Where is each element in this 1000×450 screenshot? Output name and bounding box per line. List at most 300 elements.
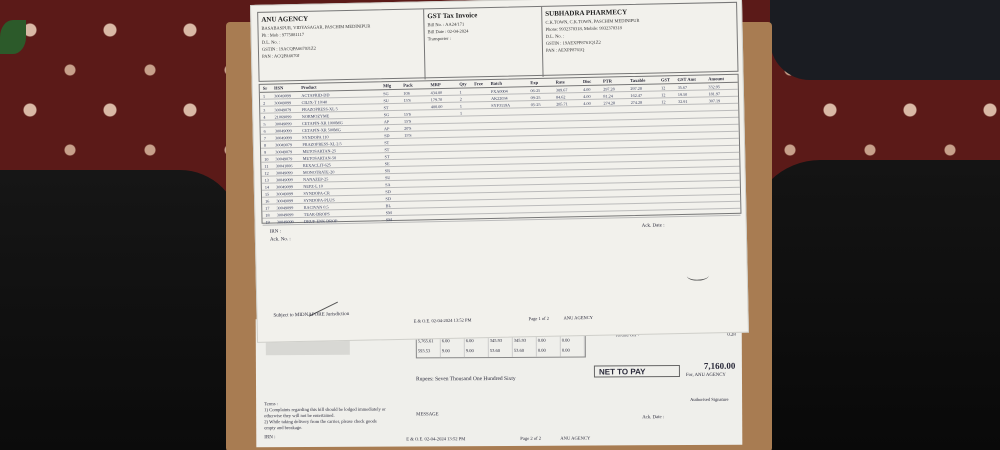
customer-block bbox=[542, 3, 739, 77]
invoice-meta-block bbox=[424, 7, 543, 79]
table-cell bbox=[601, 130, 628, 131]
table-cell bbox=[553, 110, 580, 111]
table-cell bbox=[629, 157, 660, 158]
net-to-pay-value: 7,160.00 bbox=[703, 360, 736, 371]
table-cell: 06-25 bbox=[530, 87, 541, 93]
table-cell: RACIVAN 0.5 bbox=[303, 203, 329, 210]
table-cell bbox=[489, 153, 529, 154]
table-cell: 12 bbox=[661, 91, 666, 97]
table-cell bbox=[708, 198, 740, 199]
table-cell bbox=[528, 111, 553, 112]
table-cell: SU bbox=[384, 174, 391, 180]
table-cell: 9 bbox=[264, 149, 267, 155]
dark-fabric-right bbox=[750, 160, 1000, 450]
table-cell bbox=[706, 135, 738, 136]
table-cell: SD bbox=[385, 195, 391, 201]
supplier-pan: PAN : ACQPA6670J bbox=[262, 52, 300, 59]
table-cell bbox=[676, 170, 707, 171]
table-cell bbox=[554, 166, 581, 167]
bill-no-label: Bill No. : bbox=[427, 21, 445, 28]
table-cell bbox=[528, 118, 553, 119]
table-cell bbox=[402, 183, 429, 184]
table-cell bbox=[402, 176, 429, 177]
tax-cell: 0.00 bbox=[561, 337, 585, 347]
table-cell: 20'S bbox=[404, 125, 412, 131]
table-cell bbox=[401, 141, 428, 142]
table-cell bbox=[708, 212, 740, 213]
table-cell: 30049079 bbox=[275, 148, 293, 155]
table-cell bbox=[707, 177, 739, 178]
table-cell: CILIX-T 10/40 bbox=[301, 98, 328, 105]
table-cell bbox=[708, 205, 740, 206]
table-cell bbox=[553, 117, 580, 118]
table-cell bbox=[403, 204, 430, 205]
table-cell bbox=[630, 213, 661, 214]
table-cell: 12 bbox=[661, 84, 666, 90]
table-cell: 30049099 bbox=[274, 99, 292, 106]
table-cell bbox=[530, 216, 555, 217]
table-cell: 30049099 bbox=[275, 176, 293, 182]
table-cell: AP bbox=[383, 125, 390, 131]
table-cell bbox=[428, 127, 457, 128]
table-cell bbox=[603, 214, 630, 215]
table-cell bbox=[602, 193, 629, 194]
table-cell bbox=[601, 144, 628, 145]
tax-cell: 0.00 bbox=[561, 347, 585, 357]
footer-agency: ANU AGENCY bbox=[563, 314, 594, 321]
column-header: Taxable bbox=[630, 77, 646, 84]
table-cell: 297.28 bbox=[630, 85, 642, 91]
table-cell: 30049099 bbox=[276, 183, 293, 189]
table-cell bbox=[490, 202, 530, 203]
tax-cell: 6.00 bbox=[441, 337, 465, 347]
table-cell bbox=[708, 191, 740, 192]
table-cell: SR bbox=[384, 167, 391, 173]
table-cell: PRAZOPRESS-XL 5 bbox=[301, 105, 338, 112]
page-number: Page 2 of 2 bbox=[520, 435, 542, 441]
table-cell: 15'S bbox=[403, 97, 411, 103]
table-cell: 297.28 bbox=[603, 85, 615, 92]
table-cell bbox=[629, 185, 660, 186]
table-cell bbox=[554, 145, 581, 146]
table-cell: 309.67 bbox=[555, 86, 568, 93]
table-cell: SU bbox=[383, 97, 389, 103]
table-cell: 285.71 bbox=[556, 100, 568, 107]
table-cell bbox=[429, 169, 458, 170]
table-cell bbox=[603, 200, 630, 201]
table-cell bbox=[429, 183, 458, 184]
table-cell: 13 bbox=[264, 177, 269, 183]
table-cell bbox=[707, 170, 739, 171]
terms bbox=[264, 400, 414, 431]
handwritten-initials bbox=[687, 270, 709, 280]
table-cell bbox=[630, 192, 661, 193]
table-cell bbox=[428, 120, 457, 121]
table-cell: 30049099 bbox=[276, 218, 294, 224]
table-cell bbox=[490, 188, 530, 189]
table-cell bbox=[603, 207, 630, 208]
table-cell bbox=[601, 137, 628, 138]
table-cell: 15'S bbox=[404, 132, 412, 138]
table-cell bbox=[430, 190, 459, 191]
table-cell: 30049079 bbox=[275, 155, 293, 161]
table-cell: 12 bbox=[661, 98, 666, 104]
table-cell: 181.97 bbox=[708, 90, 721, 96]
table-cell bbox=[489, 139, 529, 140]
column-header: Pack bbox=[403, 82, 413, 88]
table-cell bbox=[490, 195, 530, 196]
table-cell bbox=[676, 128, 707, 129]
cost-value: 0.28 bbox=[727, 332, 736, 338]
table-cell bbox=[528, 125, 553, 126]
table-cell bbox=[554, 138, 581, 139]
net-to-pay-label: NET TO PAY bbox=[594, 365, 680, 377]
table-cell bbox=[630, 206, 661, 207]
table-cell: SYNDOPA-CR bbox=[303, 189, 330, 196]
table-cell: 30041006 bbox=[275, 162, 293, 168]
tax-cell: 0.00 bbox=[537, 347, 561, 357]
table-cell: 8 bbox=[263, 142, 267, 148]
table-cell bbox=[677, 198, 708, 199]
table-cell bbox=[430, 204, 459, 205]
column-header: GST bbox=[660, 77, 670, 83]
dark-fabric-left bbox=[0, 170, 240, 450]
message-label: MESSAGE bbox=[416, 412, 439, 418]
table-cell bbox=[490, 181, 530, 182]
plant-leaf bbox=[0, 20, 26, 54]
table-cell: 19 bbox=[265, 219, 270, 225]
table-cell bbox=[430, 197, 459, 198]
table-cell: ST bbox=[384, 146, 390, 152]
table-cell: SM bbox=[385, 216, 393, 222]
table-cell: 12 bbox=[264, 170, 269, 176]
table-cell bbox=[530, 195, 555, 196]
table-cell: 30049099 bbox=[274, 127, 292, 134]
table-cell bbox=[677, 205, 708, 206]
terms-line: empty and breakage. bbox=[264, 425, 303, 431]
table-cell: 11 bbox=[264, 163, 269, 169]
irn: IRN : bbox=[264, 435, 276, 441]
table-cell: 1 bbox=[459, 103, 462, 109]
table-cell: REXACLIT-625 bbox=[302, 161, 331, 168]
page-number: Page 1 of 2 bbox=[528, 315, 550, 322]
table-cell bbox=[529, 174, 554, 175]
table-cell: SYP3119A bbox=[491, 102, 511, 108]
table-cell bbox=[706, 121, 738, 122]
table-cell bbox=[402, 148, 429, 149]
column-header: Mfg bbox=[383, 83, 392, 89]
customer-pan: PAN : AEXPP8761Q bbox=[545, 47, 585, 53]
items-table-body bbox=[260, 83, 741, 229]
tax-cell: 345.93 bbox=[513, 337, 537, 347]
table-cell: 30049099 bbox=[274, 120, 292, 127]
table-cell bbox=[628, 108, 659, 109]
table-cell: 15 bbox=[264, 191, 270, 197]
table-cell bbox=[675, 114, 706, 115]
table-cell: 18 bbox=[265, 212, 270, 218]
ack-no: Ack. No. : bbox=[269, 237, 291, 243]
table-cell: PRAZOPRESS-XL 2.5 bbox=[302, 140, 342, 147]
table-cell bbox=[707, 156, 739, 157]
column-header: Qty bbox=[459, 81, 467, 87]
table-cell: SG bbox=[383, 111, 390, 117]
table-cell: BL bbox=[385, 202, 392, 208]
table-cell bbox=[402, 162, 429, 163]
customer-gstin: GSTIN : 19AEXPP8761Q1Z2 bbox=[545, 39, 601, 46]
table-cell bbox=[677, 212, 708, 213]
table-cell bbox=[706, 114, 738, 115]
table-cell: TEAR-DROPS bbox=[303, 210, 330, 217]
table-cell bbox=[629, 164, 660, 165]
table-cell bbox=[529, 167, 554, 168]
supplier-phone: Ph : Mob : 9775881117 bbox=[261, 31, 305, 38]
table-cell bbox=[555, 208, 582, 209]
irn: IRN : bbox=[269, 229, 282, 235]
table-cell: SD bbox=[385, 188, 391, 194]
table-cell bbox=[529, 146, 554, 147]
table-cell bbox=[628, 122, 659, 123]
table-cell: NEPZ-L 10 bbox=[303, 183, 323, 189]
table-cell: 4.00 bbox=[583, 93, 591, 99]
table-cell bbox=[489, 146, 529, 147]
ack-date: Ack. Date : bbox=[641, 223, 665, 229]
table-cell: NANAZEP-25 bbox=[303, 175, 329, 182]
table-cell: 6 bbox=[263, 128, 266, 134]
table-cell bbox=[601, 123, 628, 124]
table-cell: 35.67 bbox=[677, 84, 688, 90]
table-cell: 7 bbox=[263, 135, 266, 141]
table-cell bbox=[429, 148, 458, 149]
column-header: Rate bbox=[555, 79, 565, 85]
customer-name: SUBHADRA PHARMECY bbox=[545, 8, 628, 18]
table-cell bbox=[489, 125, 529, 126]
bill-date-label: Bill Date : bbox=[427, 28, 447, 35]
column-header: Amount bbox=[708, 76, 725, 82]
table-cell: SE bbox=[384, 160, 390, 166]
invoice-footer bbox=[262, 216, 744, 339]
table-cell: ST bbox=[384, 153, 390, 159]
table-cell bbox=[706, 107, 738, 108]
table-cell: 32.91 bbox=[677, 98, 688, 104]
supplier-address: BASABASPUR, VIDYASAGAR, PASCHIM MEDINIPUR bbox=[261, 23, 371, 31]
table-cell bbox=[676, 135, 707, 136]
table-cell bbox=[429, 141, 458, 142]
table-cell bbox=[402, 190, 429, 191]
table-cell bbox=[429, 176, 458, 177]
table-cell bbox=[601, 116, 628, 117]
table-cell: AP bbox=[383, 118, 390, 124]
terms-line: 2) While taking delivery from the carrier, please check goods bbox=[264, 418, 377, 425]
table-cell: 1 bbox=[262, 93, 266, 99]
table-cell: 400.00 bbox=[430, 103, 443, 109]
table-cell: ST bbox=[383, 104, 389, 110]
tax-cell: 345.93 bbox=[489, 337, 513, 347]
table-cell: PXA0004 bbox=[490, 88, 508, 94]
terms-line: 1) Complaints regarding this bill should be lodged immediately or bbox=[264, 406, 386, 413]
table-cell bbox=[676, 156, 707, 157]
table-cell bbox=[554, 124, 581, 125]
invoice-page-1 bbox=[250, 0, 749, 343]
table-cell bbox=[528, 139, 553, 140]
column-header: HSN bbox=[273, 85, 284, 91]
table-cell bbox=[430, 218, 459, 219]
table-cell: 30049099 bbox=[276, 211, 294, 217]
table-cell bbox=[602, 165, 629, 166]
table-cell bbox=[403, 197, 430, 198]
table-cell bbox=[555, 201, 582, 202]
table-cell: CETAPIN-XR 500MG bbox=[302, 126, 341, 133]
jurisdiction: Subject to MIDNAPORE Jurisdiction bbox=[273, 311, 350, 319]
table-cell bbox=[629, 171, 660, 172]
table-cell bbox=[428, 134, 457, 135]
table-cell: 30049079 bbox=[274, 106, 292, 113]
table-cell bbox=[602, 186, 629, 187]
table-cell: SM bbox=[385, 209, 392, 215]
table-cell: 2 bbox=[459, 96, 462, 102]
bill-no-value: AA24/171 bbox=[445, 21, 465, 27]
table-cell: 16 bbox=[265, 198, 270, 204]
supplier-dl: D.L. No. : bbox=[261, 39, 281, 45]
table-cell bbox=[554, 152, 581, 153]
table-cell: 30049099 bbox=[275, 169, 293, 175]
table-cell: SG bbox=[383, 90, 389, 96]
table-cell bbox=[628, 136, 659, 137]
table-cell: 05-25 bbox=[530, 101, 541, 107]
table-cell bbox=[529, 153, 554, 154]
table-cell: 30049099 bbox=[276, 204, 294, 210]
column-header: Free bbox=[474, 81, 483, 87]
transporter-label: Transporter : bbox=[427, 35, 452, 42]
table-cell bbox=[528, 132, 553, 133]
table-cell: SYNDOPA 110 bbox=[302, 133, 329, 140]
ack-date: Ack. Date : bbox=[642, 415, 665, 421]
table-cell: ACTAPRID-DD bbox=[301, 91, 330, 98]
table-cell bbox=[489, 132, 529, 133]
table-cell bbox=[428, 113, 457, 114]
table-cell: 1 bbox=[459, 89, 462, 95]
table-cell: 17 bbox=[265, 205, 270, 211]
authorised-signature: Authorised Signature bbox=[690, 396, 729, 402]
tax-cell: 6.00 bbox=[465, 337, 489, 347]
table-cell: 30049099 bbox=[275, 134, 292, 141]
column-header: MRP bbox=[430, 82, 441, 88]
customer-phone: Phone: 9932378318, Mobile: 9932378318 bbox=[545, 25, 622, 32]
table-cell bbox=[403, 211, 430, 212]
table-cell bbox=[402, 155, 429, 156]
table-cell: METOSARTAN-25 bbox=[302, 147, 337, 154]
table-cell bbox=[677, 177, 708, 178]
table-cell bbox=[555, 187, 582, 188]
tax-cell: 9.00 bbox=[465, 347, 489, 357]
supplier-gstin: GSTIN : 19ACQPA6670J1Z2 bbox=[261, 45, 317, 52]
table-cell: 09-25 bbox=[530, 94, 541, 100]
table-cell bbox=[602, 151, 629, 152]
table-cell bbox=[401, 106, 428, 107]
table-cell: 15'S bbox=[403, 118, 412, 124]
table-cell bbox=[556, 215, 583, 216]
table-cell: 162.47 bbox=[630, 92, 643, 98]
items-table bbox=[259, 74, 742, 224]
customer-address: C.K.TOWN, C.K.TOWN, PASCHIM MEDINIPUR bbox=[545, 17, 640, 25]
table-cell bbox=[707, 149, 739, 150]
terms-line: otherwise they will not be entertained. bbox=[264, 412, 335, 419]
table-cell: 1 bbox=[459, 110, 463, 116]
invoice-title: GST Tax Invoice bbox=[427, 11, 478, 21]
table-cell bbox=[555, 194, 582, 195]
table-cell: 10S bbox=[403, 90, 410, 96]
table-cell: 4 bbox=[263, 114, 266, 120]
table-cell bbox=[489, 118, 529, 119]
table-cell: 10 bbox=[264, 156, 269, 162]
column-header: Product bbox=[301, 84, 317, 90]
dark-fabric-top-right bbox=[770, 0, 1000, 80]
table-cell: 179.70 bbox=[430, 96, 443, 102]
table-cell bbox=[675, 107, 706, 108]
table-cell: 21069099 bbox=[274, 113, 292, 120]
supplier-name: ANU AGENCY bbox=[261, 14, 309, 24]
amount-in-words: Rupees: Seven Thousand One Hundred Sixty bbox=[415, 375, 516, 383]
column-header: Batch bbox=[490, 80, 503, 86]
table-cell: 15'S bbox=[403, 111, 412, 117]
table-cell: AK22034 bbox=[491, 95, 508, 101]
table-cell bbox=[530, 209, 555, 210]
table-cell: 81.24 bbox=[603, 92, 613, 99]
column-header: PTR bbox=[602, 78, 613, 84]
column-header: Exp bbox=[530, 79, 539, 86]
column-header: Disc bbox=[582, 78, 592, 85]
table-cell bbox=[555, 173, 582, 174]
column-header: Sr bbox=[262, 85, 268, 91]
table-cell bbox=[707, 184, 739, 185]
table-cell: 19.50 bbox=[677, 91, 688, 97]
table-cell: 307.19 bbox=[708, 97, 721, 103]
customer-dl: D.L. No. : bbox=[545, 33, 565, 39]
bill-date-value: 02-04-2024 bbox=[447, 28, 469, 34]
eoe-meta: E & O.E. 02-04-2024 13:52 PM bbox=[406, 436, 466, 442]
table-cell bbox=[675, 121, 706, 122]
column-header: GST Amt bbox=[677, 76, 696, 83]
table-cell bbox=[629, 150, 660, 151]
table-cell bbox=[630, 199, 661, 200]
table-cell bbox=[530, 188, 555, 189]
table-cell bbox=[602, 179, 629, 180]
tax-cell: 593.53 bbox=[417, 347, 441, 357]
table-cell bbox=[602, 172, 629, 173]
table-cell: 5 bbox=[263, 121, 266, 127]
table-cell bbox=[529, 181, 554, 182]
table-cell: SA bbox=[385, 181, 391, 187]
table-cell bbox=[430, 211, 459, 212]
table-cell: 3 bbox=[263, 107, 266, 113]
cost-label: Round Off + bbox=[615, 333, 641, 339]
table-cell: ST bbox=[384, 139, 390, 145]
table-cell: 30049099 bbox=[276, 190, 294, 196]
table-cell bbox=[490, 174, 530, 175]
table-cell bbox=[677, 184, 708, 185]
table-cell bbox=[529, 160, 554, 161]
table-cell: 14 bbox=[264, 184, 270, 190]
table-cell: NORMOZYME bbox=[301, 112, 330, 119]
table-cell bbox=[554, 159, 581, 160]
table-cell bbox=[676, 142, 707, 143]
table-cell: SD bbox=[384, 132, 390, 138]
table-cell: 30049099 bbox=[274, 92, 291, 99]
table-cell bbox=[488, 111, 528, 112]
table-cell bbox=[602, 158, 629, 159]
table-cell: 4.00 bbox=[583, 86, 591, 92]
table-cell bbox=[490, 167, 530, 168]
table-cell bbox=[677, 191, 708, 192]
